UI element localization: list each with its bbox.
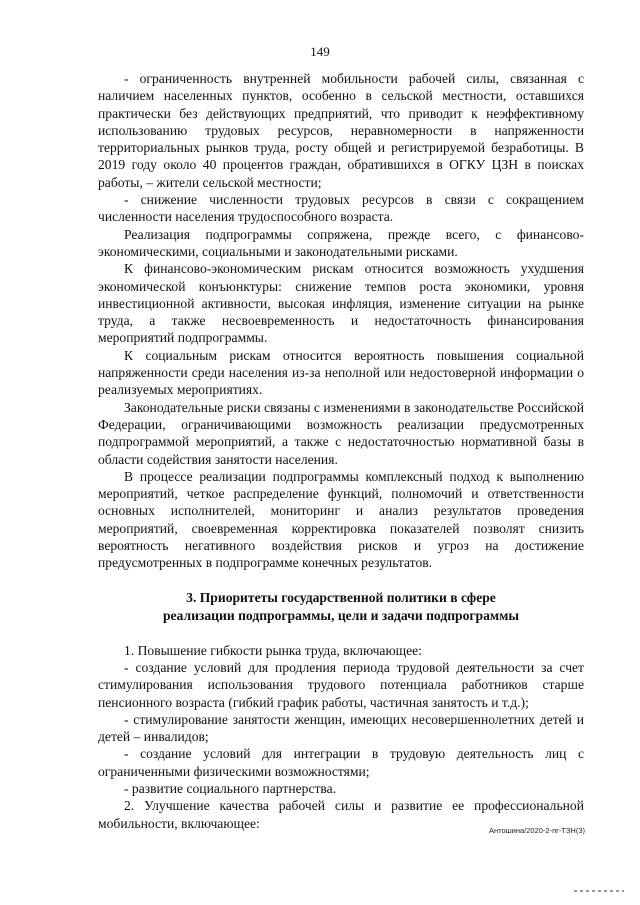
section-heading-line-1: 3. Приоритеты государственной политики в сфере: [186, 589, 496, 605]
paragraph: Реализация подпрограммы сопряжена, прежде всего, с финансово-экономическими, социальными и законодательными рисками.: [98, 226, 584, 259]
footer-document-code: Антошина/2020-2-пг-ТЗН(3): [488, 826, 585, 835]
paragraph: В процессе реализации подпрограммы комплексный подход к выполнению мероприятий, четкое распределение функций, полномочий и ответственности основных исполнителей, мониторинг и анализ результатов проведения мероприятий, своевременная корректировка показателей позволят снизить вероятность негативного воздействия рисков и угроз на достижение предусмотренных в подпрограмме конечных результатов.: [98, 468, 584, 571]
paragraph: - развитие социального партнерства.: [124, 780, 337, 796]
paragraph: - создание условий для продления периода трудовой деятельности за счет стимулирования использования трудового потенциала работников старше пенсионного возраста (гибкий график работы, частичная занятость и т.д.);: [98, 659, 584, 710]
scan-artifact: [574, 890, 624, 892]
section-spacer: [98, 572, 584, 589]
paragraph: Законодательные риски связаны с изменениями в законодательстве Российской Федерации, ограничивающими возможность реализации предусмотренных подпрограммой мероприятий, а также с недостаточностью нормативной базы в области содействия занятости населения.: [98, 399, 584, 467]
document-body: [98, 70, 584, 832]
paragraph: - ограниченность внутренней мобильности рабочей силы, связанная с наличием населенных пунктов, особенно в сельской местности, оставшихся практически без действующих предприятий, что приводит к неэффективному использованию трудовых ресурсов, неравномерности в напряженности территориальных рынков труда, росту общей и регистрируемой безработицы. В 2019 году около 40 процентов граждан, обратившихся в ОГКУ ЦЗН в поисках работы, – жители сельской местности;: [98, 71, 584, 190]
section-spacer: [98, 625, 584, 642]
paragraph: К социальным рискам относится вероятность повышения социальной напряженности среди населения из-за неполной или недостоверной информации о реализуемых мероприятиях.: [98, 347, 584, 398]
paragraph: К финансово-экономическим рискам относится возможность ухудшения экономической конъюнктуры: снижение темпов роста экономики, уровня инвестиционной активности, высокая инфляция, изменение ситуации на рынке труда, а также несвоевременность и недостаточность финансирования мероприятий подпрограммы.: [98, 261, 584, 346]
paragraph: - снижение численности трудовых ресурсов в связи с сокращением численности населения трудоспособного возраста.: [98, 192, 584, 225]
paragraph: 1. Повышение гибкости рынка труда, включающее:: [124, 642, 422, 658]
paragraph: - создание условий для интеграции в трудовую деятельность лиц с ограниченными физическими возможностями;: [98, 746, 584, 779]
paragraph: 2. Улучшение качества рабочей силы и развитие ее профессиональной мобильности, включающее:: [98, 798, 584, 831]
section-heading-line-2: реализации подпрограммы, цели и задачи подпрограммы: [162, 607, 520, 623]
page-number: 149: [310, 44, 330, 59]
paragraph: - стимулирование занятости женщин, имеющих несовершеннолетних детей и детей – инвалидов;: [98, 711, 584, 745]
